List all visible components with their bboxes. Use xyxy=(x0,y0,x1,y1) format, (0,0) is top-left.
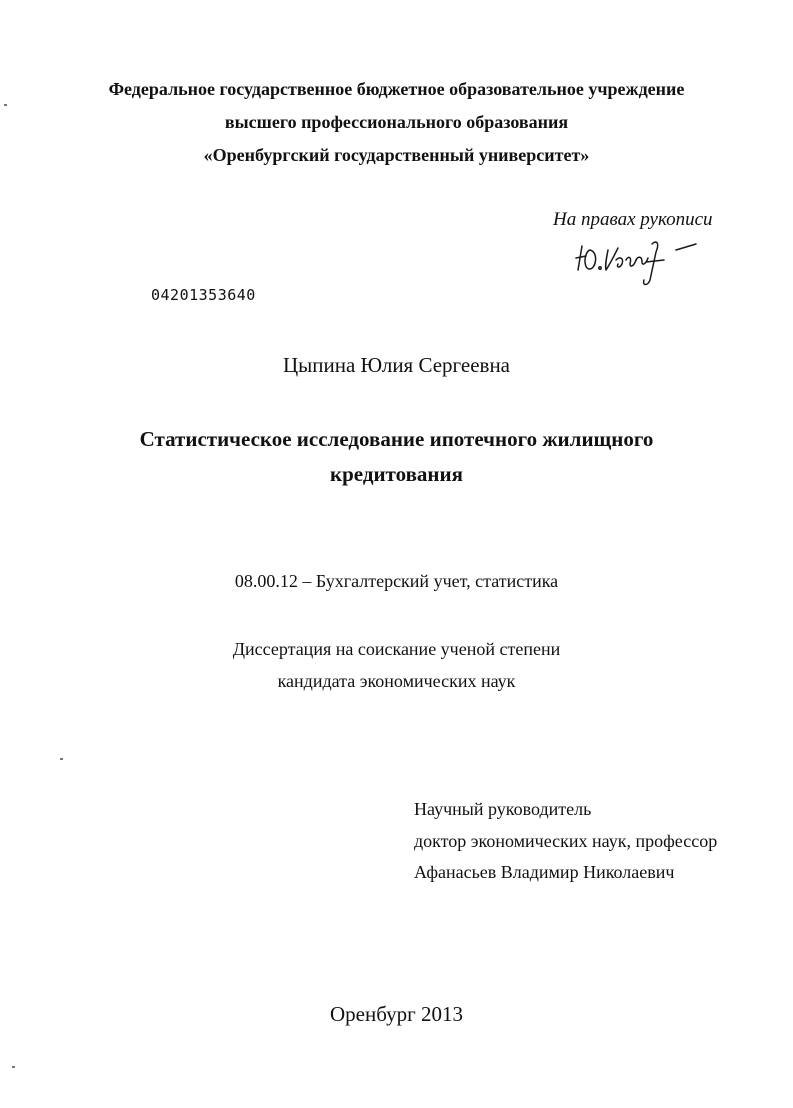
specialty: 08.00.12 – Бухгалтерский учет, статистика xyxy=(234,571,559,591)
institution-line-1: Федеральное государственное бюджетное образовательное учреждение xyxy=(108,79,685,99)
supervisor-name: Афанасьев Владимир Николаевич xyxy=(414,862,675,882)
institution-line-2: высшего профессионального образования xyxy=(224,112,569,132)
institution-line-3: «Оренбургский государственный университет» xyxy=(203,145,590,165)
scan-speck xyxy=(12,1066,15,1068)
degree-line-1: Диссертация на соискание ученой степени xyxy=(232,639,561,659)
supervisor-credentials: доктор экономических наук, профессор xyxy=(414,831,718,851)
scan-speck xyxy=(4,104,7,106)
manuscript-note: На правах рукописи xyxy=(553,209,713,230)
supervisor-role: Научный руководитель xyxy=(414,799,592,819)
registration-code: 04201353640 xyxy=(151,286,256,304)
thesis-title-line-2: кредитования xyxy=(330,462,463,486)
scan-speck xyxy=(60,758,63,760)
handwritten-signature xyxy=(572,234,702,290)
city-year: Оренбург 2013 xyxy=(330,1002,463,1026)
thesis-title-line-1: Статистическое исследование ипотечного жилищного xyxy=(139,427,654,451)
author-name: Цыпина Юлия Сергеевна xyxy=(282,353,511,377)
degree-line-2: кандидата экономических наук xyxy=(277,671,516,691)
